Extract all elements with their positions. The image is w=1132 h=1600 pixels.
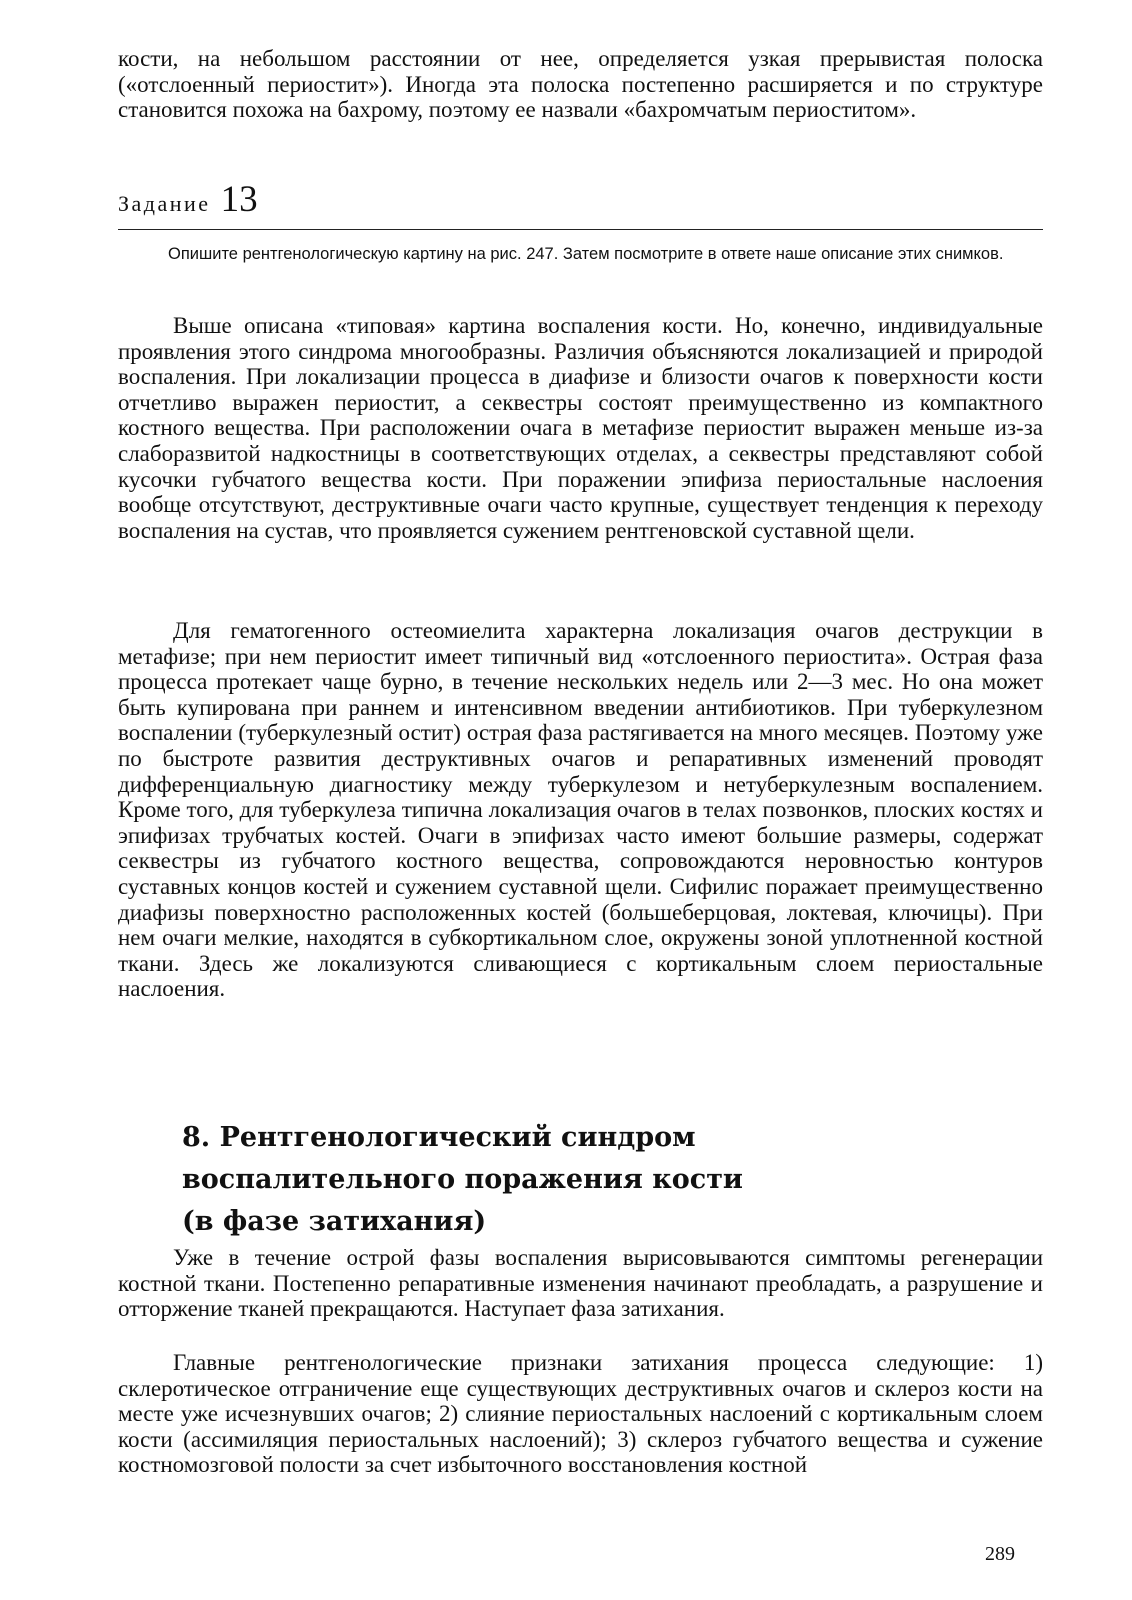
- section-heading-line-1: 8. Рентгенологический синдром: [182, 1122, 696, 1153]
- task-heading: [118, 178, 258, 221]
- task-divider: [118, 229, 1043, 230]
- section-paragraph-1: Уже в течение острой фазы воспаления вырисовываются симптомы регенерации костной ткани. Постепенно репаративные изменения начинают преобладать, а разрушение и отторжение тканей прекращаются. Наступает фаза затихания.: [118, 1245, 1043, 1322]
- task-label: Задание: [118, 191, 211, 216]
- section-heading: [182, 1117, 1002, 1243]
- continuation-paragraph: кости, на небольшом расстоянии от нее, определяется узкая прерывистая полоска («отслоенный периостит»). Иногда эта полоска постепенно расширяется и по структуре становится похожа на бахрому, поэтому ее назвали «бахромчатым периоститом».: [118, 46, 1043, 123]
- task-number: 13: [220, 179, 258, 220]
- page-number: 289: [985, 1543, 1015, 1565]
- paragraph-1: Выше описана «типовая» картина воспаления кости. Но, конечно, индивидуальные проявления этого синдрома многообразны. Различия объясняются локализацией и природой воспаления. При локализации процесса в диафизе и близости очагов к поверхности кости отчетливо выражен периостит, а секвестры состоят преимущественно из компактного костного вещества. При расположении очага в метафизе периостит выражен меньше из-за слаборазвитой надкостницы в соответствующих отделах, а секвестры представляют собой кусочки губчатого вещества кости. При поражении эпифиза периостальные наслоения вообще отсутствуют, деструктивные очаги часто крупные, существует тенденция к переходу воспаления на сустав, что проявляется сужением рентгеновской суставной щели.: [118, 313, 1043, 543]
- section-heading-line-3: (в фазе затихания): [182, 1206, 487, 1237]
- section-heading-line-2: воспалительного поражения кости: [182, 1164, 743, 1195]
- section-paragraph-2: Главные рентгенологические признаки затихания процесса следующие: 1) склеротическое отграничение еще существующих деструктивных очагов и склероз кости на месте уже исчезнувших очагов; 2) слияние периостальных наслоений с кортикальным слоем кости (ассимиляция периостальных наслоений); 3) склероз губчатого вещества и сужение костномозговой полости за счет избыточного восстановления костной: [118, 1350, 1043, 1478]
- paragraph-2: Для гематогенного остеомиелита характерна локализация очагов деструкции в метафизе; при нем периостит имеет типичный вид «отслоенного периостита». Острая фаза процесса протекает чаще бурно, в течение нескольких недель или 2—3 мес. Но она может быть купирована при раннем и интенсивном введении антибиотиков. При туберкулезном воспалении (туберкулезный остит) острая фаза растягивается на много месяцев. Поэтому уже по быстроте развития деструктивных очагов и репаративных изменений проводят дифференциальную диагностику между туберкулезом и нетуберкулезным воспалением. Кроме того, для туберкулеза типична локализация очагов в телах позвонков, плоских костях и эпифизах трубчатых костей. Очаги в эпифизах часто имеют большие размеры, содержат секвестры из губчатого костного вещества, сопровождаются неровностью контуров суставных концов костей и сужением суставной щели. Сифилис поражает преимущественно диафизы поверхностно расположенных костей (большеберцовая, локтевая, ключицы). При нем очаги мелкие, находятся в субкортикальном слое, окружены зоной уплотненной костной ткани. Здесь же локализуются сливающиеся с кортикальным слоем периостальные наслоения.: [118, 618, 1043, 1002]
- task-text: Опишите рентгенологическую картину на рис. 247. Затем посмотрите в ответе наше описание этих снимков.: [168, 245, 1004, 263]
